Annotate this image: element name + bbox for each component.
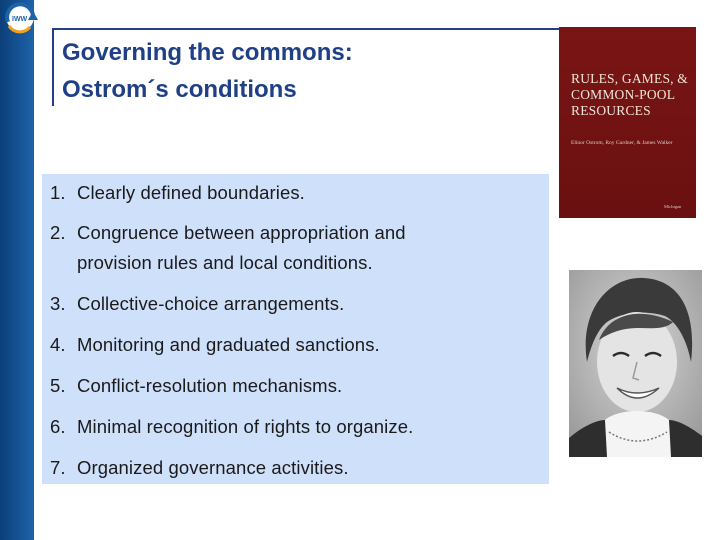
- condition-item: [50, 411, 540, 442]
- book-authors: Elinor Ostrom, Roy Gardner, & James Walker: [571, 140, 673, 146]
- condition-number: 3.: [50, 293, 66, 314]
- conditions-list: [50, 177, 540, 493]
- slide-title: [62, 34, 532, 108]
- condition-text: Organized governance activities.: [77, 457, 349, 478]
- conditions-panel: [42, 174, 549, 484]
- slide-title-line-2: Ostrom´s conditions: [62, 76, 297, 103]
- condition-item: [50, 177, 540, 208]
- condition-text-continued: provision rules and local conditions.: [77, 252, 373, 273]
- condition-number: 1.: [50, 182, 66, 203]
- condition-number: 4.: [50, 334, 66, 355]
- left-accent-strip: [0, 0, 34, 540]
- condition-text: Monitoring and graduated sanctions.: [77, 334, 380, 355]
- title-rule-left: [52, 28, 54, 106]
- condition-item: [50, 329, 540, 360]
- condition-text: Collective-choice arrangements.: [77, 293, 345, 314]
- condition-item: [50, 452, 540, 483]
- book-cover-image: [559, 27, 696, 218]
- condition-number: 5.: [50, 375, 66, 396]
- condition-text: Conflict-resolution mechanisms.: [77, 375, 343, 396]
- title-rule-top: [52, 28, 562, 30]
- book-title-line-3: RESOURCES: [571, 103, 651, 118]
- condition-number: 2.: [50, 222, 66, 243]
- book-publisher: Michigan: [664, 204, 682, 209]
- logo-icon: [0, 0, 46, 36]
- book-title-line-2: COMMON-POOL: [571, 87, 676, 102]
- condition-number: 6.: [50, 416, 66, 437]
- condition-text: Minimal recognition of rights to organize.: [77, 416, 414, 437]
- logo-text: IWW: [12, 16, 28, 23]
- portrait-photo: [569, 270, 702, 457]
- book-title: [571, 71, 689, 119]
- condition-text: Congruence between appropriation and: [77, 222, 406, 243]
- slide-title-line-1: Governing the commons:: [62, 39, 353, 66]
- condition-item: [50, 218, 540, 278]
- condition-item: [50, 370, 540, 401]
- condition-number: 7.: [50, 457, 66, 478]
- condition-text: Clearly defined boundaries.: [77, 182, 305, 203]
- book-title-line-1: RULES, GAMES, &: [571, 71, 689, 86]
- condition-item: [50, 288, 540, 319]
